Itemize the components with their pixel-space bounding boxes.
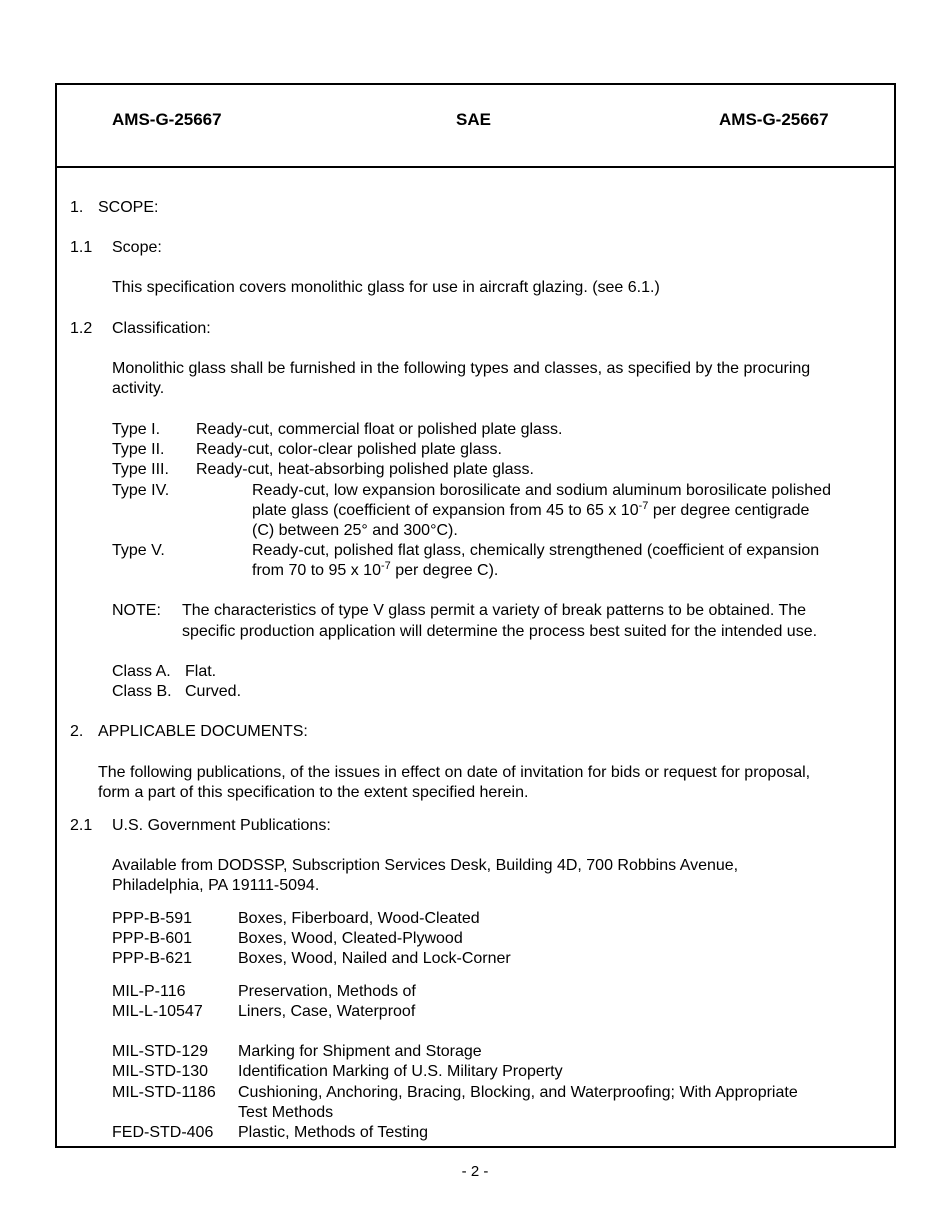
section-1-1-number: 1.1 xyxy=(70,239,93,256)
doc-title: Cushioning, Anchoring, Bracing, Blocking, and Waterproofing; With Appropriate xyxy=(238,1084,798,1101)
section-1-number: 1. xyxy=(70,199,84,216)
type-description: Ready-cut, color-clear polished plate glass. xyxy=(196,441,502,458)
header-doc-number-left: AMS-G-25667 xyxy=(112,110,222,129)
doc-code: MIL-L-10547 xyxy=(112,1003,203,1020)
classification-intro-line2: activity. xyxy=(112,380,165,397)
doc-code: PPP-B-591 xyxy=(112,910,193,927)
type-5-description-line1: Ready-cut, polished flat glass, chemically strengthened (coefficient of expansion xyxy=(252,542,820,559)
note-text-line2: specific production application will determine the process best suited for the intended use. xyxy=(182,623,818,640)
doc-title-continuation: Test Methods xyxy=(238,1104,334,1121)
doc-code: MIL-STD-130 xyxy=(112,1063,209,1080)
section-2-1-number: 2.1 xyxy=(70,817,93,834)
doc-title: Boxes, Wood, Cleated-Plywood xyxy=(238,930,463,947)
doc-code: FED-STD-406 xyxy=(112,1124,214,1141)
doc-code: PPP-B-601 xyxy=(112,930,193,947)
type-4-description-line3: (C) between 25° and 300°C). xyxy=(252,522,458,539)
section-1-title: SCOPE: xyxy=(98,199,159,216)
scope-text: This specification covers monolithic glass for use in aircraft glazing. (see 6.1.) xyxy=(112,279,660,296)
type-description: Ready-cut, commercial float or polished plate glass. xyxy=(196,421,563,438)
class-description: Flat. xyxy=(185,663,217,680)
doc-title: Marking for Shipment and Storage xyxy=(238,1043,482,1060)
note-label: NOTE: xyxy=(112,602,161,619)
class-description: Curved. xyxy=(185,683,242,700)
type-label: Type I. xyxy=(112,421,161,438)
doc-code: PPP-B-621 xyxy=(112,950,193,967)
type-4-description-line1: Ready-cut, low expansion borosilicate and sodium aluminum borosilicate polished xyxy=(252,482,831,499)
header-org: SAE xyxy=(456,110,491,129)
availability-line2: Philadelphia, PA 19111-5094. xyxy=(112,877,320,894)
doc-title: Plastic, Methods of Testing xyxy=(238,1124,429,1141)
classification-intro-line1: Monolithic glass shall be furnished in the following types and classes, as specified by the procuring xyxy=(112,360,811,377)
section-1-2-title: Classification: xyxy=(112,320,211,337)
doc-title: Boxes, Fiberboard, Wood-Cleated xyxy=(238,910,480,927)
type-label: Type III. xyxy=(112,461,169,478)
doc-code: MIL-STD-1186 xyxy=(112,1084,216,1101)
type-5-label: Type V. xyxy=(112,542,165,559)
header-doc-number-right: AMS-G-25667 xyxy=(719,110,829,129)
doc-title: Liners, Case, Waterproof xyxy=(238,1003,416,1020)
doc-title: Identification Marking of U.S. Military Property xyxy=(238,1063,563,1080)
section-1-2-number: 1.2 xyxy=(70,320,93,337)
section-2-1-title: U.S. Government Publications: xyxy=(112,817,331,834)
class-label: Class A. xyxy=(112,663,171,680)
doc-title: Preservation, Methods of xyxy=(238,983,416,1000)
applicable-docs-intro-line1: The following publications, of the issues in effect on date of invitation for bids or request for proposal, xyxy=(98,764,811,781)
section-1-1-title: Scope: xyxy=(112,239,162,256)
doc-title: Boxes, Wood, Nailed and Lock-Corner xyxy=(238,950,511,967)
type-label: Type II. xyxy=(112,441,165,458)
doc-code: MIL-STD-129 xyxy=(112,1043,209,1060)
type-5-description-line2: from 70 to 95 x $10^{-7}$ per degree C). xyxy=(252,560,499,579)
doc-code: MIL-P-116 xyxy=(112,983,186,1000)
type-4-description-line2: plate glass (coefficient of expansion from 45 to 65 x $10^{-7}$ per degree centigrade xyxy=(252,500,810,519)
type-4-exponent: -7 xyxy=(638,500,649,512)
class-label: Class B. xyxy=(112,683,172,700)
note-text-line1: The characteristics of type V glass permit a variety of break patterns to be obtained. The xyxy=(182,602,807,619)
page-number: - 2 - xyxy=(461,1163,489,1180)
type-description: Ready-cut, heat-absorbing polished plate glass. xyxy=(196,461,534,478)
section-2-title: APPLICABLE DOCUMENTS: xyxy=(98,723,308,740)
applicable-docs-intro-line2: form a part of this specification to the extent specified herein. xyxy=(98,784,529,801)
availability-line1: Available from DODSSP, Subscription Services Desk, Building 4D, 700 Robbins Avenue, xyxy=(112,857,739,874)
header-divider xyxy=(55,166,896,168)
type-4-label: Type IV. xyxy=(112,482,170,499)
type-5-exponent: -7 xyxy=(380,560,391,572)
section-2-number: 2. xyxy=(70,723,84,740)
